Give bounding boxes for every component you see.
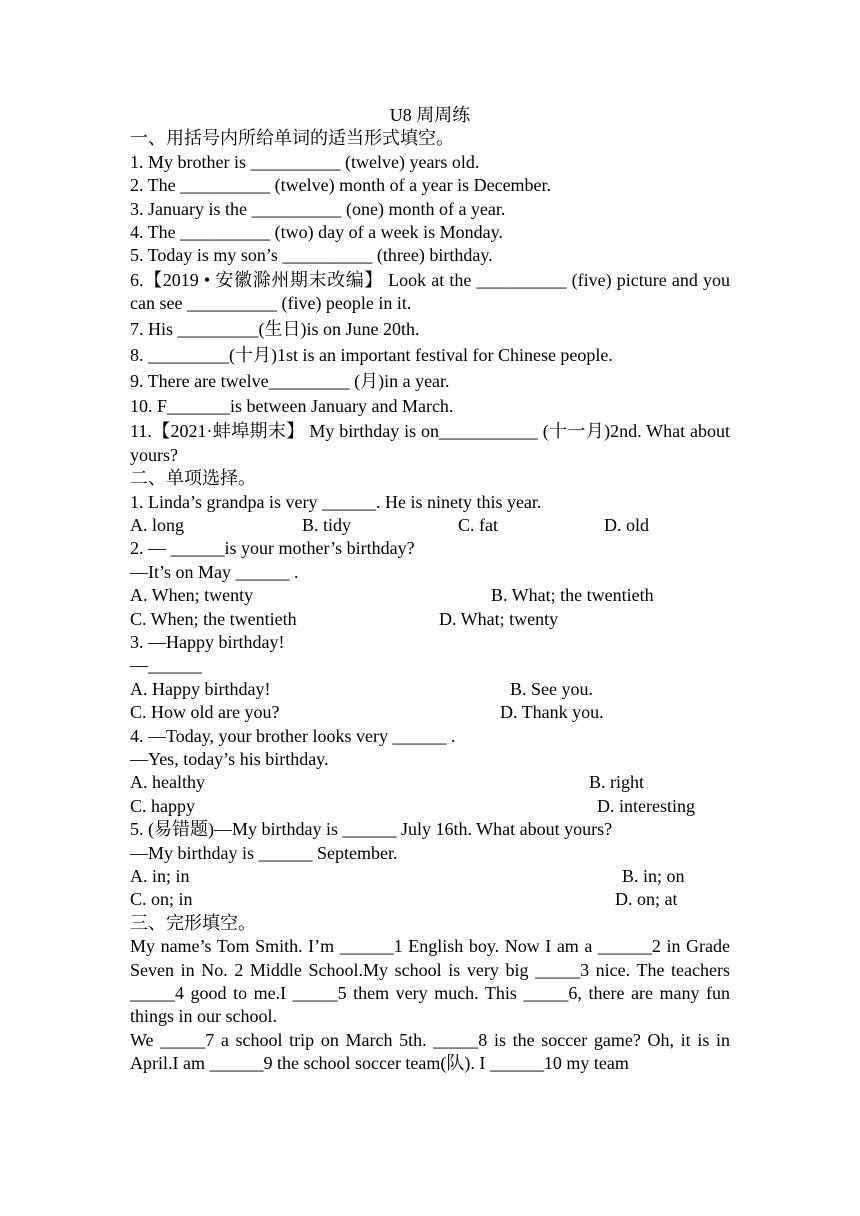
option-a: A. Happy birthday! [130,678,271,699]
options-row [130,678,730,701]
question-line: 7. His _________(生日)is on June 20th. [130,318,420,339]
question-stem: 4. —Today, your brother looks very ______ . [130,725,456,746]
question-response: —Yes, today’s his birthday. [130,748,329,769]
option-a: A. healthy [130,772,205,793]
cloze-paragraph: We _____7 a school trip on March 5th. _____8 is the soccer game? Oh, it is in April.I am ______9 the school soccer team(队). I ______10 my team [130,1029,730,1074]
question-line: 8. _________(十月)1st is an important festival for Chinese people. [130,345,613,366]
section-heading: 二、单项选择。 [130,468,256,489]
option-c: C. on; in [130,889,193,910]
option-a: A. in; in [130,866,190,886]
question-response: —It’s on May ______ . [130,561,299,582]
options-row [130,608,730,631]
options-row [130,514,730,537]
option-c: C. When; the twentieth [130,608,297,629]
options-row [130,795,730,818]
question-response: —______ [130,655,202,676]
question-paragraph: 11.【2021·蚌埠期末】 My birthday is on___________ (十一月)2nd. What about yours? [130,421,730,465]
option-a: A. long [130,514,184,535]
question-stem: 2. — ______is your mother’s birthday? [130,538,415,559]
question-stem: 3. —Happy birthday! [130,631,285,652]
options-row [130,771,730,794]
option-d: D. Thank you. [500,702,604,723]
question-response: —My birthday is ______ September. [130,842,398,863]
page-title: U8 周周练 [389,105,471,125]
option-b: B. See you. [510,678,593,699]
question-line: 9. There are twelve_________ (月)in a year. [130,371,450,392]
option-d: D. What; twenty [439,608,559,629]
options-row [130,865,730,888]
options-row [130,888,730,911]
option-d: D. old [604,514,649,535]
option-c: C. How old are you? [130,702,280,723]
question-paragraph: 6.【2019 • 安徽滁州期末改编】 Look at the __________ (five) picture and you can see __________ (five) people in it. [130,269,730,314]
option-b: B. in; on [622,866,685,886]
option-a: A. When; twenty [130,585,254,606]
worksheet-content [130,104,730,1076]
option-b: B. tidy [302,514,352,535]
cloze-paragraph: My name’s Tom Smith. I’m ______1 English boy. Now I am a ______2 in Grade Seven in No. 2 Middle School.My school is very big _____3 nice. The teachers _____4 good to me.I _____5 them very much. This _____6, there are many fun things in our school. [130,936,730,1027]
question-line: 1. My brother is __________ (twelve) years old. [130,151,480,172]
question-line: 10. F_______is between January and March. [130,395,454,416]
question-stem: 1. Linda’s grandpa is very ______. He is ninety this year. [130,491,542,512]
question-line: 4. The __________ (two) day of a week is Monday. [130,222,503,243]
question-line: 3. January is the __________ (one) month of a year. [130,198,506,219]
options-row [130,701,730,724]
option-d: D. interesting [597,795,695,816]
section-heading: 三、完形填空。 [130,912,256,933]
option-b: B. What; the twentieth [491,585,654,606]
option-b: B. right [589,772,645,793]
option-d: D. on; at [615,889,678,910]
option-c: C. fat [458,514,498,535]
options-row [130,584,730,607]
question-stem: 5. (易错题)—My birthday is ______ July 16th. What about yours? [130,819,613,840]
question-line: 5. Today is my son’s __________ (three) birthday. [130,245,493,266]
section-heading: 一、用括号内所给单词的适当形式填空。 [130,128,454,149]
question-line: 2. The __________ (twelve) month of a year is December. [130,175,552,196]
option-c: C. happy [130,795,195,816]
